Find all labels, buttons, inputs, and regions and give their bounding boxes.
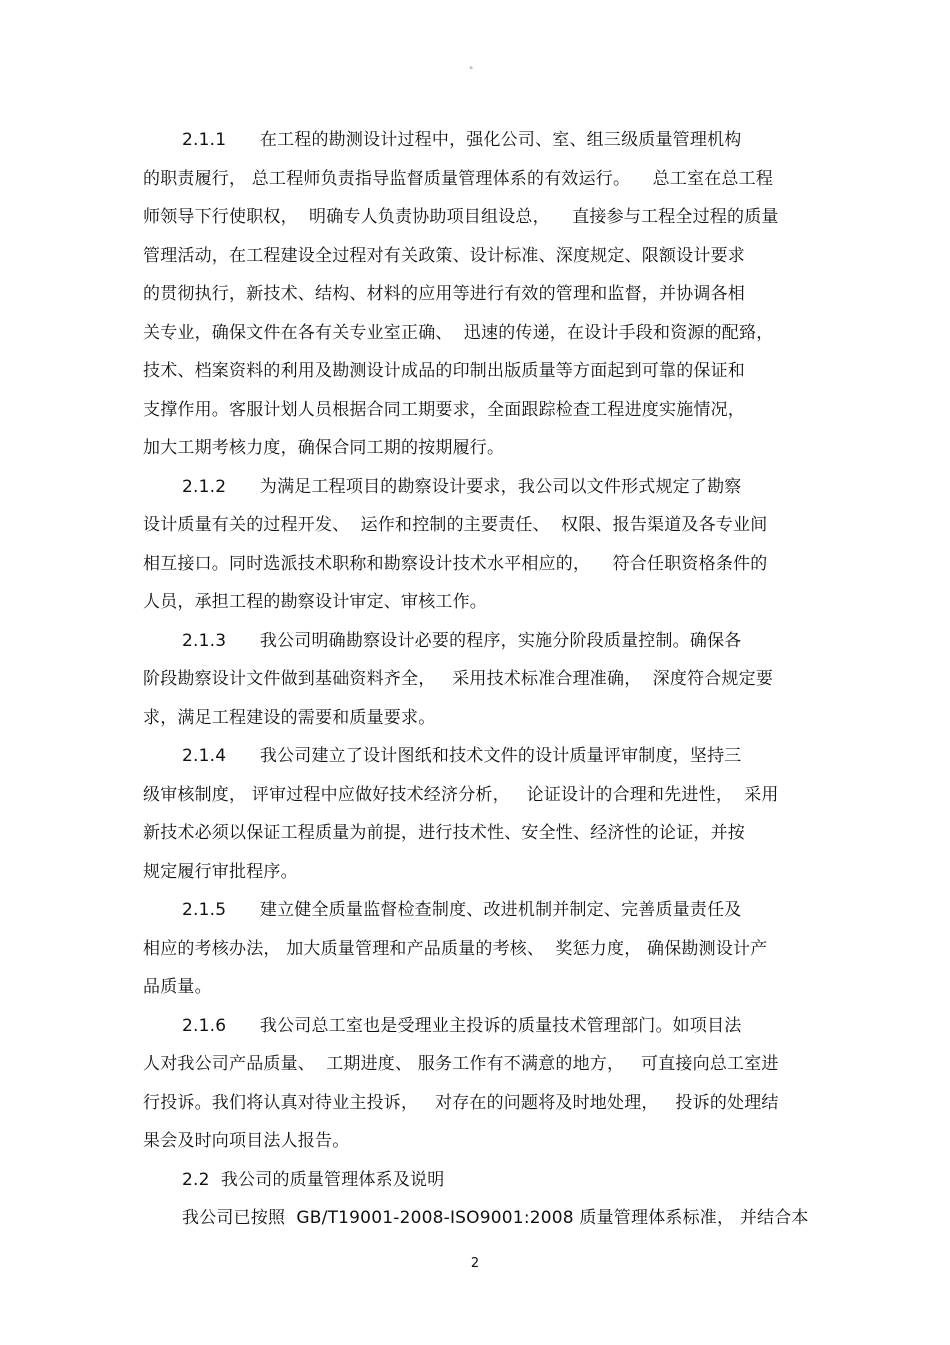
text-line: 规定履行审批程序。 bbox=[143, 862, 298, 882]
text-line: 级审核制度， 评审过程中应做好技术经济分析， 论证设计的合理和先进性， 采用 bbox=[143, 785, 779, 805]
text-line: 2.2 我公司的质量管理体系及说明 bbox=[182, 1170, 445, 1190]
text-line: 师领导下行使职权， 明确专人负责协助项目组设总， 直接参与工程全过程的质量 bbox=[143, 207, 779, 227]
text-line: 新技术必须以保证工程质量为前提，进行技术性、安全性、经济性的论证，并按 bbox=[143, 823, 745, 843]
text-line: 加大工期考核力度，确保合同工期的按期履行。 bbox=[143, 438, 505, 458]
text-line: 相应的考核办法， 加大质量管理和产品质量的考核、 奖惩力度， 确保勘测设计产 bbox=[143, 939, 768, 959]
text-line: 我公司已按照 GB/T19001-2008-ISO9001:2008 质量管理体系标准， 并结合本 bbox=[182, 1208, 809, 1228]
text-line: 品质量。 bbox=[143, 977, 212, 997]
text-line: 的职责履行， 总工程师负责指导监督质量管理体系的有效运行。 总工室在总工程 bbox=[143, 169, 774, 189]
text-line: 相互接口。同时选派技术职称和勘察设计技术水平相应的， 符合任职资格条件的 bbox=[143, 554, 768, 574]
text-line: 果会及时向项目法人报告。 bbox=[143, 1131, 350, 1151]
text-line: 的贯彻执行，新技术、结构、材料的应用等进行有效的管理和监督，并协调各相 bbox=[143, 284, 745, 304]
page-number: 2 bbox=[470, 1256, 480, 1271]
text-line: 技术、档案资料的利用及勘测设计成品的印制出版质量等方面起到可靠的保证和 bbox=[143, 361, 745, 381]
text-line: 管理活动，在工程建设全过程对有关政策、设计标准、深度规定、限额设计要求 bbox=[143, 246, 745, 266]
text-line: 人对我公司产品质量、 工期进度、 服务工作有不满意的地方， 可直接向总工室进 bbox=[143, 1054, 779, 1074]
text-line: 2.1.3 我公司明确勘察设计必要的程序，实施分阶段质量控制。确保各 bbox=[182, 631, 742, 651]
text-line: 2.1.6 我公司总工室也是受理业主投诉的质量技术管理部门。如项目法 bbox=[182, 1016, 742, 1036]
header-mark: " bbox=[469, 66, 474, 76]
text-line: 阶段勘察设计文件做到基础资料齐全， 采用技术标准合理准确， 深度符合规定要 bbox=[143, 669, 774, 689]
text-line: 2.1.2 为满足工程项目的勘察设计要求，我公司以文件形式规定了勘察 bbox=[182, 477, 742, 497]
text-line: 支撑作用。客服计划人员根据合同工期要求，全面跟踪检查工程进度实施情况， bbox=[143, 400, 745, 420]
text-line: 2.1.1 在工程的勘测设计过程中，强化公司、室、组三级质量管理机构 bbox=[182, 130, 742, 150]
text-line: 人员，承担工程的勘察设计审定、审核工作。 bbox=[143, 592, 487, 612]
text-line: 设计质量有关的过程开发、 运作和控制的主要责任、 权限、报告渠道及各专业间 bbox=[143, 515, 768, 535]
text-line: 关专业，确保文件在各有关专业室正确、 迅速的传递，在设计手段和资源的配臵， bbox=[143, 323, 774, 343]
text-line: 2.1.4 我公司建立了设计图纸和技术文件的设计质量评审制度，坚持三 bbox=[182, 746, 742, 766]
text-line: 求，满足工程建设的需要和质量要求。 bbox=[143, 708, 436, 728]
text-line: 行投诉。我们将认真对待业主投诉， 对存在的问题将及时地处理， 投诉的处理结 bbox=[143, 1093, 779, 1113]
text-line: 2.1.5 建立健全质量监督检查制度、改进机制并制定、完善质量责任及 bbox=[182, 900, 742, 920]
